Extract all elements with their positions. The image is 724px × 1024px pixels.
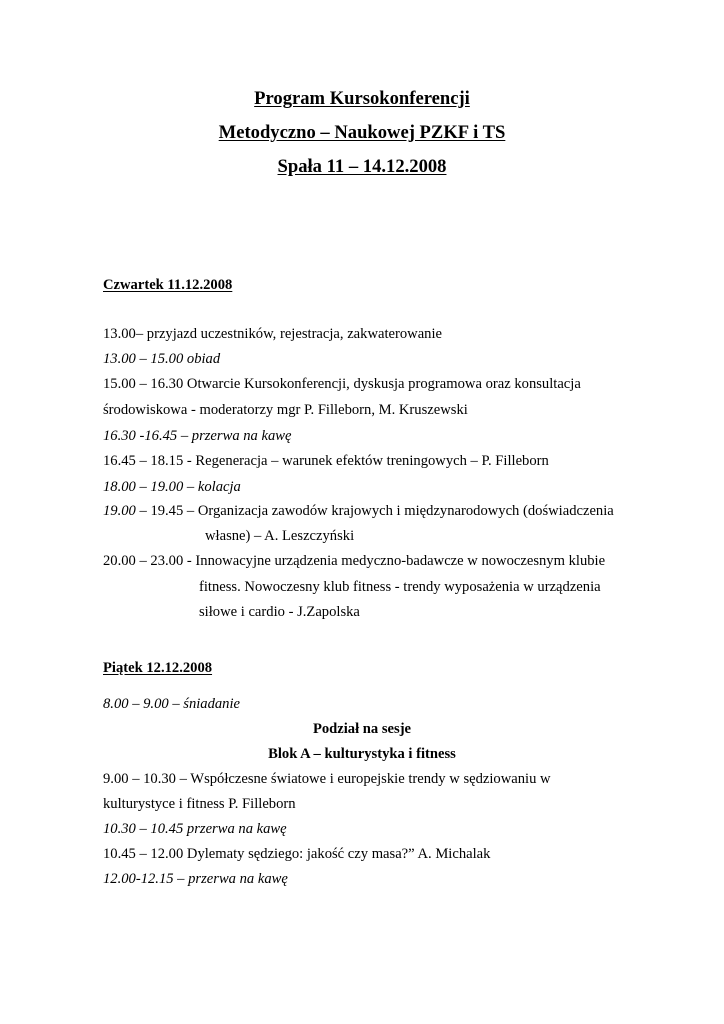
- schedule-line-meal: 8.00 – 9.00 – śniadanie: [103, 696, 241, 712]
- schedule-line: kulturystyce i fitness P. Filleborn: [103, 796, 296, 812]
- title-line-1: Program Kursokonferencji: [254, 88, 470, 109]
- sessions-heading: Podział na sesje: [312, 721, 412, 737]
- schedule-time-italic: 19.00: [103, 503, 136, 519]
- schedule-line-meal: 18.00 – 19.00 – kolacja: [103, 479, 241, 495]
- schedule-line-continuation: własne) – A. Leszczyński: [205, 528, 355, 544]
- block-heading: Blok A – kulturystyka i fitness: [268, 746, 456, 762]
- schedule-line-continuation: fitness. Nowoczesny klub fitness - trendy wyposażenia w urządzenia: [199, 579, 601, 595]
- schedule-line-break: 12.00-12.15 – przerwa na kawę: [103, 871, 288, 887]
- schedule-line: środowiskowa - moderatorzy mgr P. Filleborn, M. Kruszewski: [103, 402, 468, 418]
- schedule-line-break: 16.30 -16.45 – przerwa na kawę: [103, 428, 292, 444]
- schedule-line: 20.00 – 23.00 - Innowacyjne urządzenia medyczno-badawcze w nowoczesnym klubie: [103, 553, 606, 569]
- title-line-3: Spała 11 – 14.12.2008: [277, 156, 447, 177]
- title-line-2: Metodyczno – Naukowej PZKF i TS: [218, 122, 506, 143]
- schedule-line: 10.45 – 12.00 Dylematy sędziego: jakość czy masa?” A. Michalak: [103, 846, 491, 862]
- schedule-line: 16.45 – 18.15 - Regeneracja – warunek efektów treningowych – P. Filleborn: [103, 453, 549, 469]
- schedule-line-meal: 13.00 – 15.00 obiad: [103, 351, 221, 367]
- schedule-line-break: 10.30 – 10.45 przerwa na kawę: [103, 821, 287, 837]
- schedule-line: [103, 503, 614, 520]
- schedule-line-continuation: siłowe i cardio - J.Zapolska: [199, 604, 360, 620]
- schedule-line: 15.00 – 16.30 Otwarcie Kursokonferencji, dyskusja programowa oraz konsultacja: [103, 376, 581, 392]
- schedule-text: – 19.45 – Organizacja zawodów krajowych i międzynarodowych (doświadczenia: [135, 503, 614, 519]
- schedule-line: 9.00 – 10.30 – Współczesne światowe i europejskie trendy w sędziowaniu w: [103, 771, 551, 787]
- schedule-line: 13.00– przyjazd uczestników, rejestracja, zakwaterowanie: [103, 326, 443, 342]
- thursday-heading: Czwartek 11.12.2008: [103, 277, 233, 293]
- friday-heading: Piątek 12.12.2008: [103, 660, 213, 676]
